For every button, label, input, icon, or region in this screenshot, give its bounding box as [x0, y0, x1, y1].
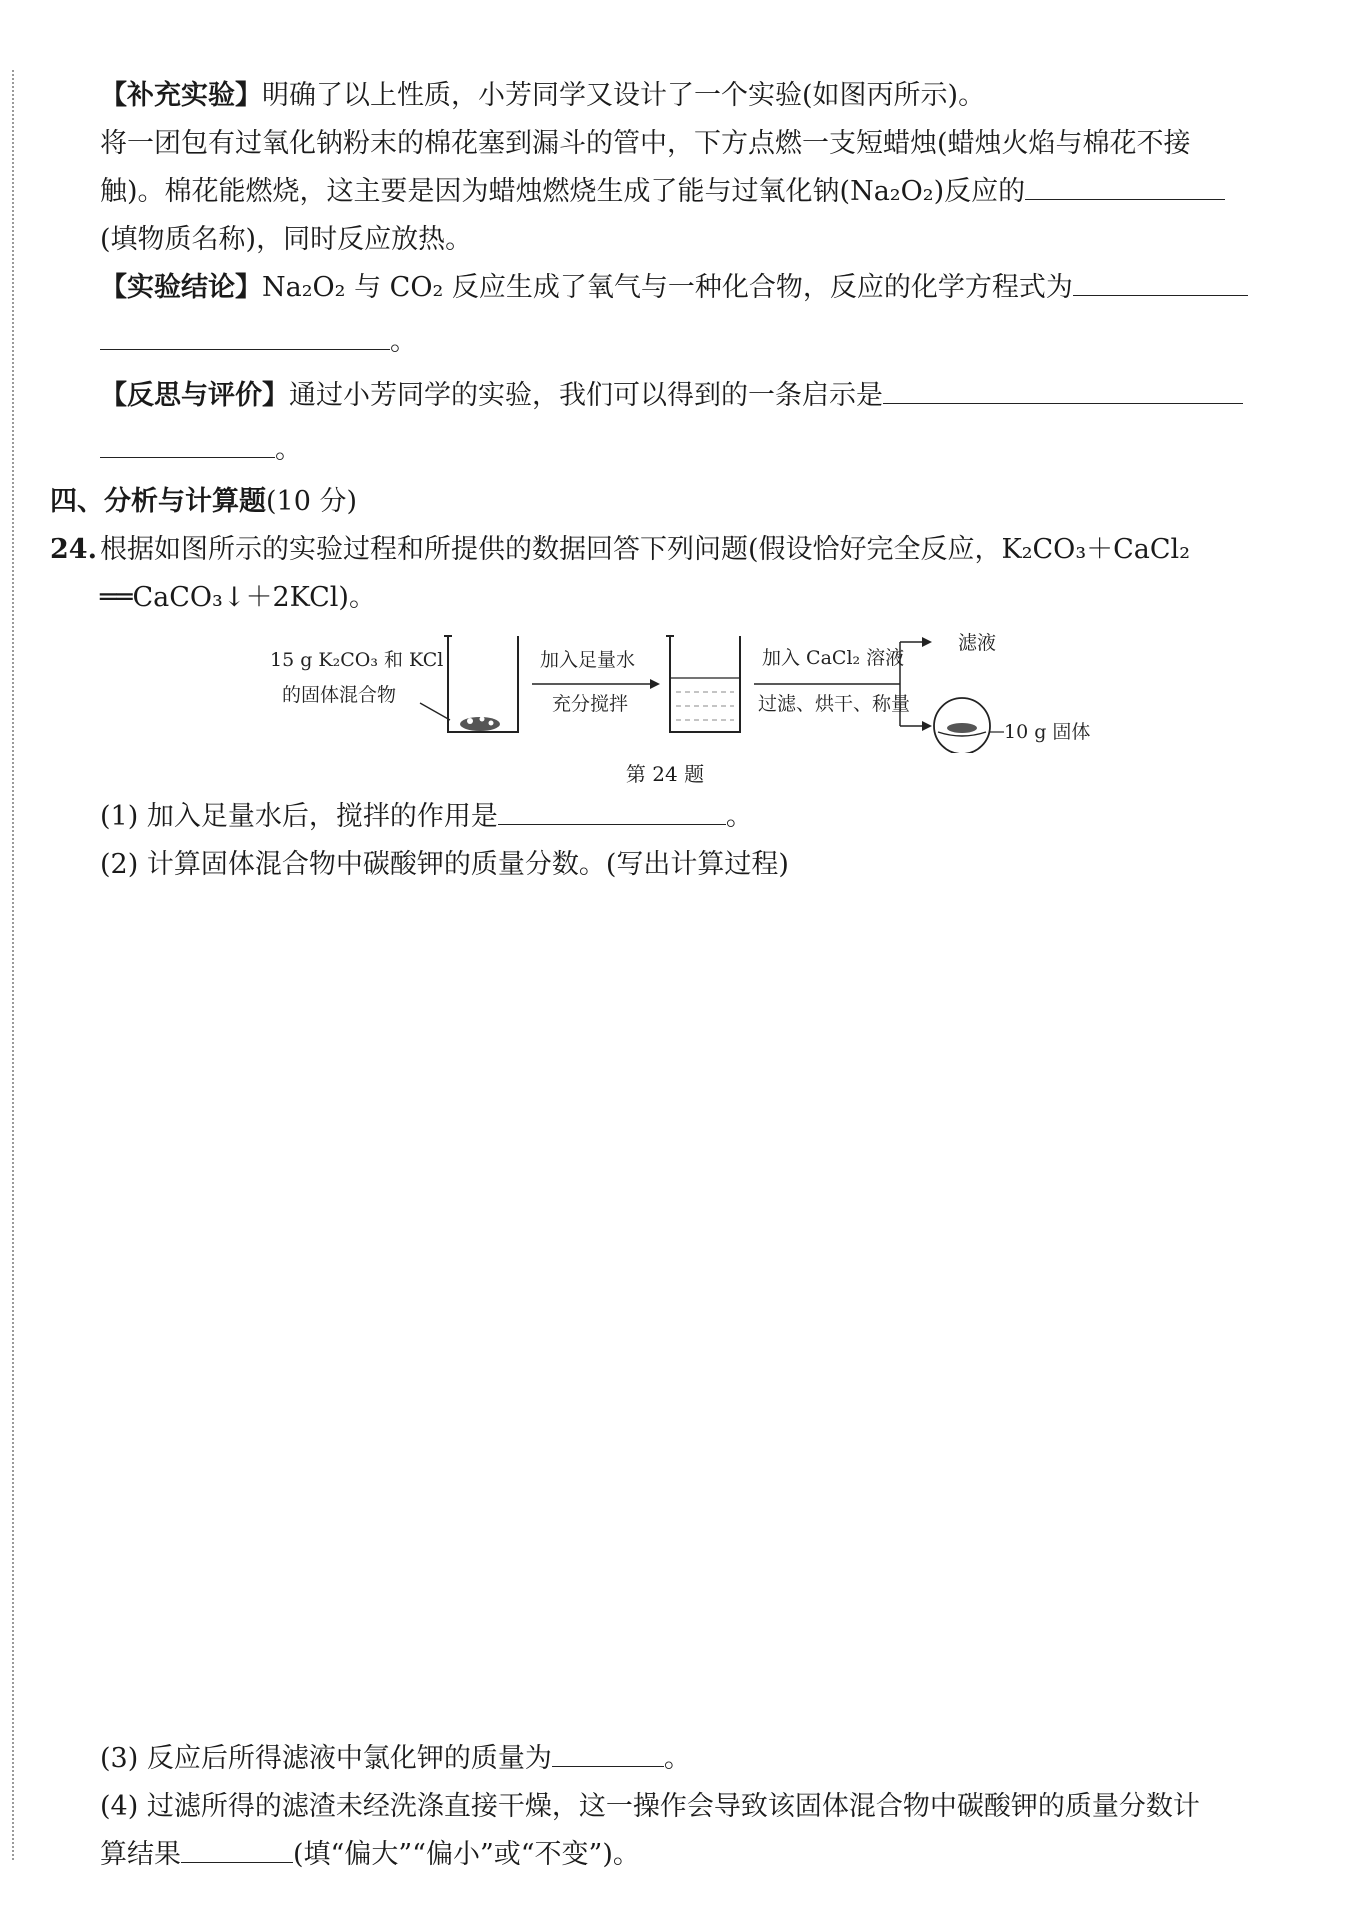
q24-stem-line1: 根据如图所示的实验过程和所提供的数据回答下列问题(假设恰好完全反应，K₂CO₃＋CaCl₂ [100, 534, 1191, 565]
supplement-paragraph [50, 72, 1280, 120]
q24-number: 24. [50, 534, 97, 565]
output-filtrate-label: 滤液 [958, 632, 997, 654]
q24-stem [50, 526, 1280, 574]
supplement-text: 明确了以上性质，小芳同学又设计了一个实验(如图丙所示)。 [262, 80, 986, 111]
answer-blank-effect[interactable] [181, 1832, 293, 1863]
section-heading [50, 478, 1280, 526]
reflection-line2 [50, 426, 1280, 474]
flow-diagram-svg [270, 628, 1170, 753]
section-score: (10 分) [266, 486, 358, 517]
sample-label-line2: 的固体混合物 [282, 684, 397, 706]
supplement-line3-text: 触)。棉花能燃烧，这主要是因为蜡烛燃烧生成了能与过氧化钠(Na₂O₂)反应的 [100, 176, 1026, 207]
supplement-line4: (填物质名称)，同时反应放热。 [100, 224, 473, 255]
q24-part4-line1: (4) 过滤所得的滤渣未经洗涤直接干燥，这一操作会导致该固体混合物中碳酸钾的质量分数计 [100, 1791, 1200, 1822]
conclusion-line2 [50, 318, 1280, 366]
reflection-end: 。 [275, 434, 302, 465]
sample-label-line1: 15 g K₂CO₃ 和 KCl [270, 649, 444, 671]
q24-part3-end: 。 [663, 1743, 691, 1774]
beaker-with-solution [666, 636, 740, 732]
supplement-line2: 将一团包有过氧化钠粉末的棉花塞到漏斗的管中，下方点燃一支短蜡烛(蜡烛火焰与棉花不接 [100, 128, 1191, 159]
q24-part3 [50, 1735, 1280, 1783]
beaker-empty-with-solid [444, 636, 518, 732]
q24-part4-suffix: (填“偏大”“偏小”或“不变”)。 [293, 1839, 640, 1870]
q24-part1-text: (1) 加入足量水后，搅拌的作用是 [100, 801, 498, 832]
reflection-tag: 【反思与评价】 [100, 380, 289, 411]
q24-part4-prefix: 算结果 [100, 1839, 181, 1870]
binding-margin-line [12, 70, 14, 1860]
conclusion-end: 。 [390, 326, 417, 357]
step1-top-label: 加入足量水 [540, 649, 636, 671]
conclusion-text: Na₂O₂ 与 CO₂ 反应生成了氧气与一种化合物，反应的化学方程式为 [262, 272, 1073, 303]
calculation-answer-area[interactable] [50, 889, 1280, 1735]
output-solid-label: 10 g 固体 [1004, 721, 1091, 743]
step2-top-label: 加入 CaCl₂ 溶液 [762, 647, 905, 669]
q24-part1 [50, 793, 1280, 841]
step2-bottom-label: 过滤、烘干、称量 [758, 693, 911, 715]
watch-glass-with-solid [934, 698, 1004, 753]
answer-blank-equation-1[interactable] [1073, 265, 1248, 296]
conclusion-paragraph [50, 264, 1280, 312]
page-content [50, 72, 1280, 1879]
answer-blank-substance[interactable] [1025, 169, 1225, 200]
experiment-flow-figure [270, 628, 1280, 753]
sample-pointer-line [420, 703, 450, 720]
q24-part2: (2) 计算固体混合物中碳酸钾的质量分数。(写出计算过程) [100, 849, 789, 880]
answer-blank-reflection-2[interactable] [100, 427, 275, 458]
reflection-text: 通过小芳同学的实验，我们可以得到的一条启示是 [289, 380, 883, 411]
figure-caption: 第 24 题 [625, 762, 705, 786]
q24-part1-end: 。 [725, 801, 753, 832]
supplement-tag: 【补充实验】 [100, 80, 262, 111]
answer-blank-kcl-mass[interactable] [552, 1736, 664, 1767]
reflection-paragraph [50, 372, 1280, 420]
branch-lines [900, 637, 932, 731]
answer-blank-stirring[interactable] [498, 794, 726, 825]
arrow-add-water [532, 679, 660, 689]
section-title: 四、分析与计算题 [50, 486, 266, 517]
supplement-line3 [50, 168, 1280, 216]
q24-part3-text: (3) 反应后所得滤液中氯化钾的质量为 [100, 1743, 552, 1774]
conclusion-tag: 【实验结论】 [100, 272, 262, 303]
answer-blank-equation-2[interactable] [100, 319, 390, 350]
q24-part4-line2 [50, 1831, 1280, 1879]
q24-stem-line2: ══CaCO₃↓＋2KCl)。 [100, 582, 376, 613]
step1-bottom-label: 充分搅拌 [552, 693, 629, 715]
answer-blank-reflection-1[interactable] [883, 373, 1243, 404]
